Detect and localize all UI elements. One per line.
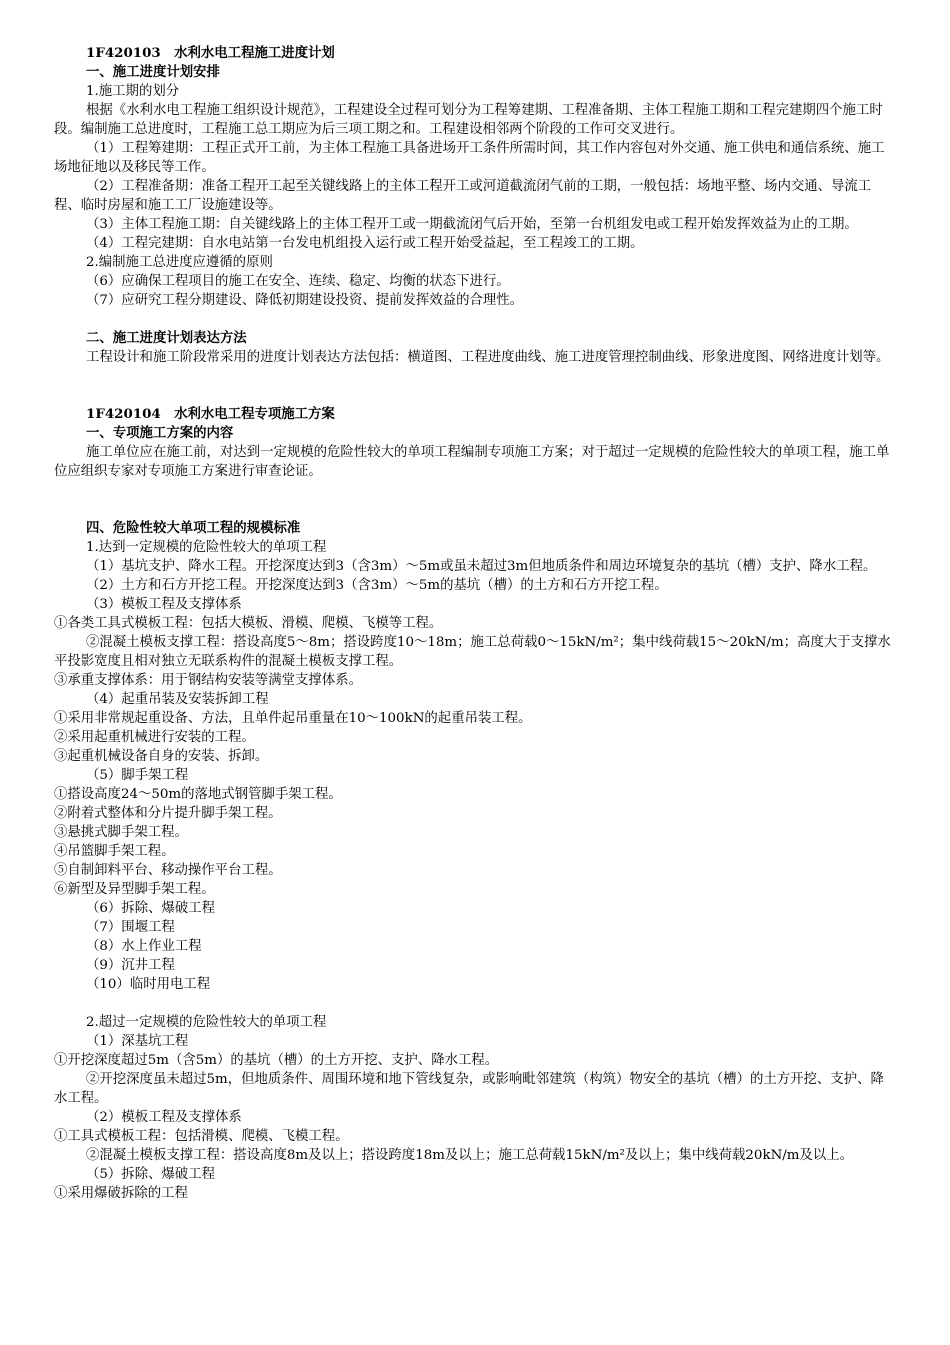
text-line: ③悬挑式脚手架工程。 — [54, 825, 188, 840]
paragraph: （6）拆除、爆破工程 — [86, 901, 216, 916]
paragraph: 工程设计和施工阶段常采用的进度计划表达方法包括：横道图、工程进度曲线、施工进度管理控制曲线、形象进度图、网络进度计划等。 — [86, 350, 890, 365]
paragraph: （10）临时用电工程 — [86, 977, 211, 992]
text-line: 2.超过一定规模的危险性较大的单项工程 — [86, 1015, 327, 1030]
paragraph: （3）主体工程施工期：自关键线路上的主体工程开工或一期截流闭气后开始，至第一台机组发电或工程开始发挥效益为止的工期。 — [86, 217, 858, 232]
paragraph: （7）应研究工程分期建设、降低初期建设投资、提前发挥效益的合理性。 — [86, 293, 524, 308]
text-line: ②采用起重机械进行安装的工程。 — [54, 730, 255, 745]
text-line: ⑥新型及异型脚手架工程。 — [54, 882, 215, 897]
paragraph: （6）应确保工程项目的施工在安全、连续、稳定、均衡的状态下进行。 — [86, 274, 510, 289]
paragraph: （5）脚手架工程 — [86, 768, 189, 783]
paragraph: （2）工程准备期：准备工程开工起至关键线路上的主体工程开工或河道截流闭气前的工期，一般包括：场地平整、场内交通、导流工程、临时房屋和施工工厂设施建设等。 — [54, 179, 872, 213]
section-heading: 一、专项施工方案的内容 — [86, 425, 234, 441]
paragraph: 施工单位应在施工前，对达到一定规模的危险性较大的单项工程编制专项施工方案；对于超过一定规模的危险性较大的单项工程，施工单位应组织专家对专项施工方案进行审查论证。 — [54, 445, 890, 479]
spacer — [54, 994, 896, 1013]
text-line: ①采用爆破拆除的工程 — [54, 1186, 188, 1201]
section-heading: 一、施工进度计划安排 — [86, 64, 220, 80]
paragraph: （1）工程筹建期：工程正式开工前，为主体工程施工具备进场开工条件所需时间，其工作内容包对外交通、施工供电和通信系统、施工场地征地以及移民等工作。 — [54, 141, 885, 175]
spacer — [54, 310, 896, 329]
paragraph: （4）工程完建期：自水电站第一台发电机组投入运行或工程开始受益起，至工程竣工的工期。 — [86, 236, 644, 251]
paragraph: ②混凝土模板支撑工程：搭设高度5～8m；搭设跨度10～18m；施工总荷载0～15kN/m²；集中线荷载15～20kN/m；高度大于支撑水平投影宽度且相对独立无联系构件的混凝土模板支撑工程。 — [54, 635, 891, 669]
paragraph: （7）围堰工程 — [86, 920, 175, 935]
text-line: 2.编制施工总进度应遵循的原则 — [86, 255, 273, 270]
paragraph: （3）模板工程及支撑体系 — [86, 597, 242, 612]
text-line: ②附着式整体和分片提升脚手架工程。 — [54, 806, 282, 821]
text-line: ③起重机械设备自身的安装、拆卸。 — [54, 749, 269, 764]
paragraph: 根据《水利水电工程施工组织设计规范》，工程建设全过程可划分为工程筹建期、工程准备期、主体工程施工期和工程完建期四个施工时段。编制施工总进度时，工程施工总工期应为后三项工期之和。工程建设相邻两个阶段的工作可交叉进行。 — [54, 103, 883, 137]
paragraph: （8）水上作业工程 — [86, 939, 202, 954]
paragraph: （1）基坑支护、降水工程。开挖深度达到3（含3m）～5m或虽未超过3m但地质条件和周边环境复杂的基坑（槽）支护、降水工程。 — [86, 559, 877, 574]
section-heading: 四、危险性较大单项工程的规模标准 — [86, 520, 301, 536]
paragraph: （2）模板工程及支撑体系 — [86, 1110, 242, 1125]
text-line: 1.达到一定规模的危险性较大的单项工程 — [86, 540, 327, 555]
text-line: ①采用非常规起重设备、方法，且单件起吊重量在10～100kN的起重吊装工程。 — [54, 711, 532, 726]
text-line: ①开挖深度超过5m（含5m）的基坑（槽）的土方开挖、支护、降水工程。 — [54, 1053, 499, 1068]
text-line: ①工具式模板工程：包括滑模、爬模、飞模工程。 — [54, 1129, 349, 1144]
section-heading: 1F420103 水利水电工程施工进度计划 — [86, 45, 335, 61]
paragraph: （2）土方和石方开挖工程。开挖深度达到3（含3m）～5m的基坑（槽）的土方和石方开挖工程。 — [86, 578, 668, 593]
text-line: ⑤自制卸料平台、移动操作平台工程。 — [54, 863, 282, 878]
spacer — [54, 367, 896, 405]
paragraph: （5）拆除、爆破工程 — [86, 1167, 216, 1182]
paragraph: ②混凝土模板支撑工程：搭设高度8m及以上；搭设跨度18m及以上；施工总荷载15kN/m²及以上；集中线荷载20kN/m及以上。 — [86, 1148, 854, 1163]
text-line: ①搭设高度24～50m的落地式钢管脚手架工程。 — [54, 787, 342, 802]
text-line: ①各类工具式模板工程：包括大模板、滑模、爬模、飞模等工程。 — [54, 616, 443, 631]
paragraph: （4）起重吊装及安装拆卸工程 — [86, 692, 269, 707]
text-line: ④吊篮脚手架工程。 — [54, 844, 175, 859]
section-heading: 二、施工进度计划表达方法 — [86, 330, 247, 346]
paragraph: （9）沉井工程 — [86, 958, 175, 973]
text-line: ③承重支撑体系：用于钢结构安装等满堂支撑体系。 — [54, 673, 362, 688]
spacer — [54, 481, 896, 519]
text-line: 1.施工期的划分 — [86, 84, 180, 99]
paragraph: （1）深基坑工程 — [86, 1034, 189, 1049]
paragraph: ②开挖深度虽未超过5m，但地质条件、周围环境和地下管线复杂，或影响毗邻建筑（构筑）物安全的基坑（槽）的土方开挖、支护、降水工程。 — [54, 1072, 884, 1106]
section-heading: 1F420104 水利水电工程专项施工方案 — [86, 406, 335, 422]
